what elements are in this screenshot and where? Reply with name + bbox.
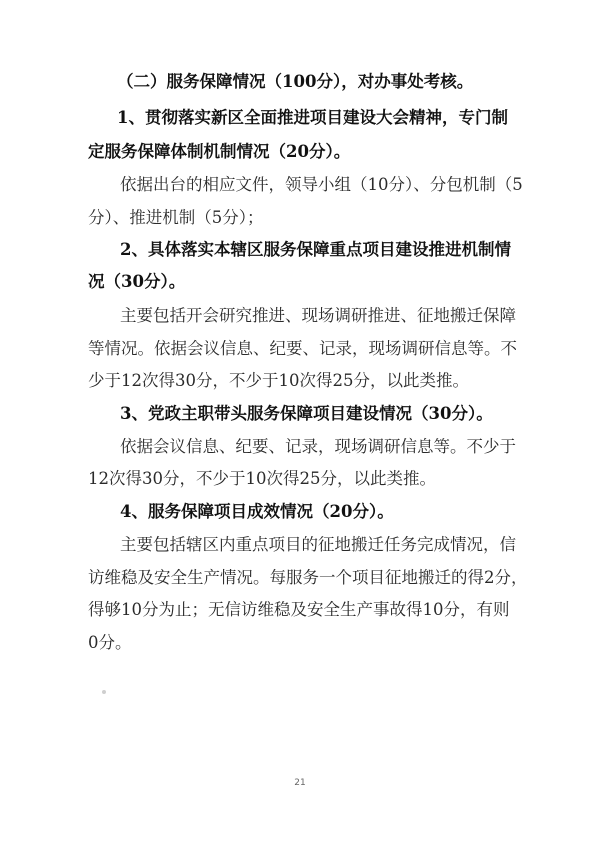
- item-3-body-line-1: 依据会议信息、纪要、记录，现场调研信息等。不少于: [120, 437, 516, 456]
- scan-speck: [102, 690, 106, 694]
- item-1-heading-line-2: 定服务保障体制机制情况（20分）。: [88, 142, 351, 161]
- item-2-body-line-1: 主要包括开会研究推进、现场调研推进、征地搬迁保障: [120, 306, 516, 325]
- item-2-heading-line-2: 况（30分）。: [88, 272, 186, 291]
- item-4-body-line-3: 得够10分为止；无信访维稳及安全生产事故得10分，有则: [88, 600, 510, 619]
- item-2-body-line-3: 少于12次得30分，不少于10次得25分，以此类推。: [88, 371, 469, 390]
- item-1-body-line-2: 分）、推进机制（5分）；: [88, 208, 264, 227]
- item-4-heading: 4、服务保障项目成效情况（20分）。: [120, 502, 394, 521]
- item-3-body-line-2: 12次得30分，不少于10次得25分，以此类推。: [88, 469, 436, 488]
- item-1-body-line-1: 依据出台的相应文件，领导小组（10分）、分包机制（5: [120, 175, 523, 194]
- section-heading: （二）服务保障情况（100分），对办事处考核。: [117, 72, 474, 91]
- item-2-body-line-2: 等情况。依据会议信息、纪要、记录，现场调研信息等。不: [88, 339, 517, 358]
- item-3-heading: 3、党政主职带头服务保障项目建设情况（30分）。: [120, 404, 493, 423]
- item-4-body-line-1: 主要包括辖区内重点项目的征地搬迁任务完成情况，信: [120, 535, 516, 554]
- item-1-heading-line-1: 1、贯彻落实新区全面推进项目建设大会精神，专门制: [117, 108, 508, 127]
- item-2-heading-line-1: 2、具体落实本辖区服务保障重点项目建设推进机制情: [120, 240, 511, 259]
- item-4-body-line-4: 0分。: [88, 633, 132, 652]
- page-number: 21: [294, 778, 306, 788]
- item-4-body-line-2: 访维稳及安全生产情况。每服务一个项目征地搬迁的得2分，: [88, 568, 528, 587]
